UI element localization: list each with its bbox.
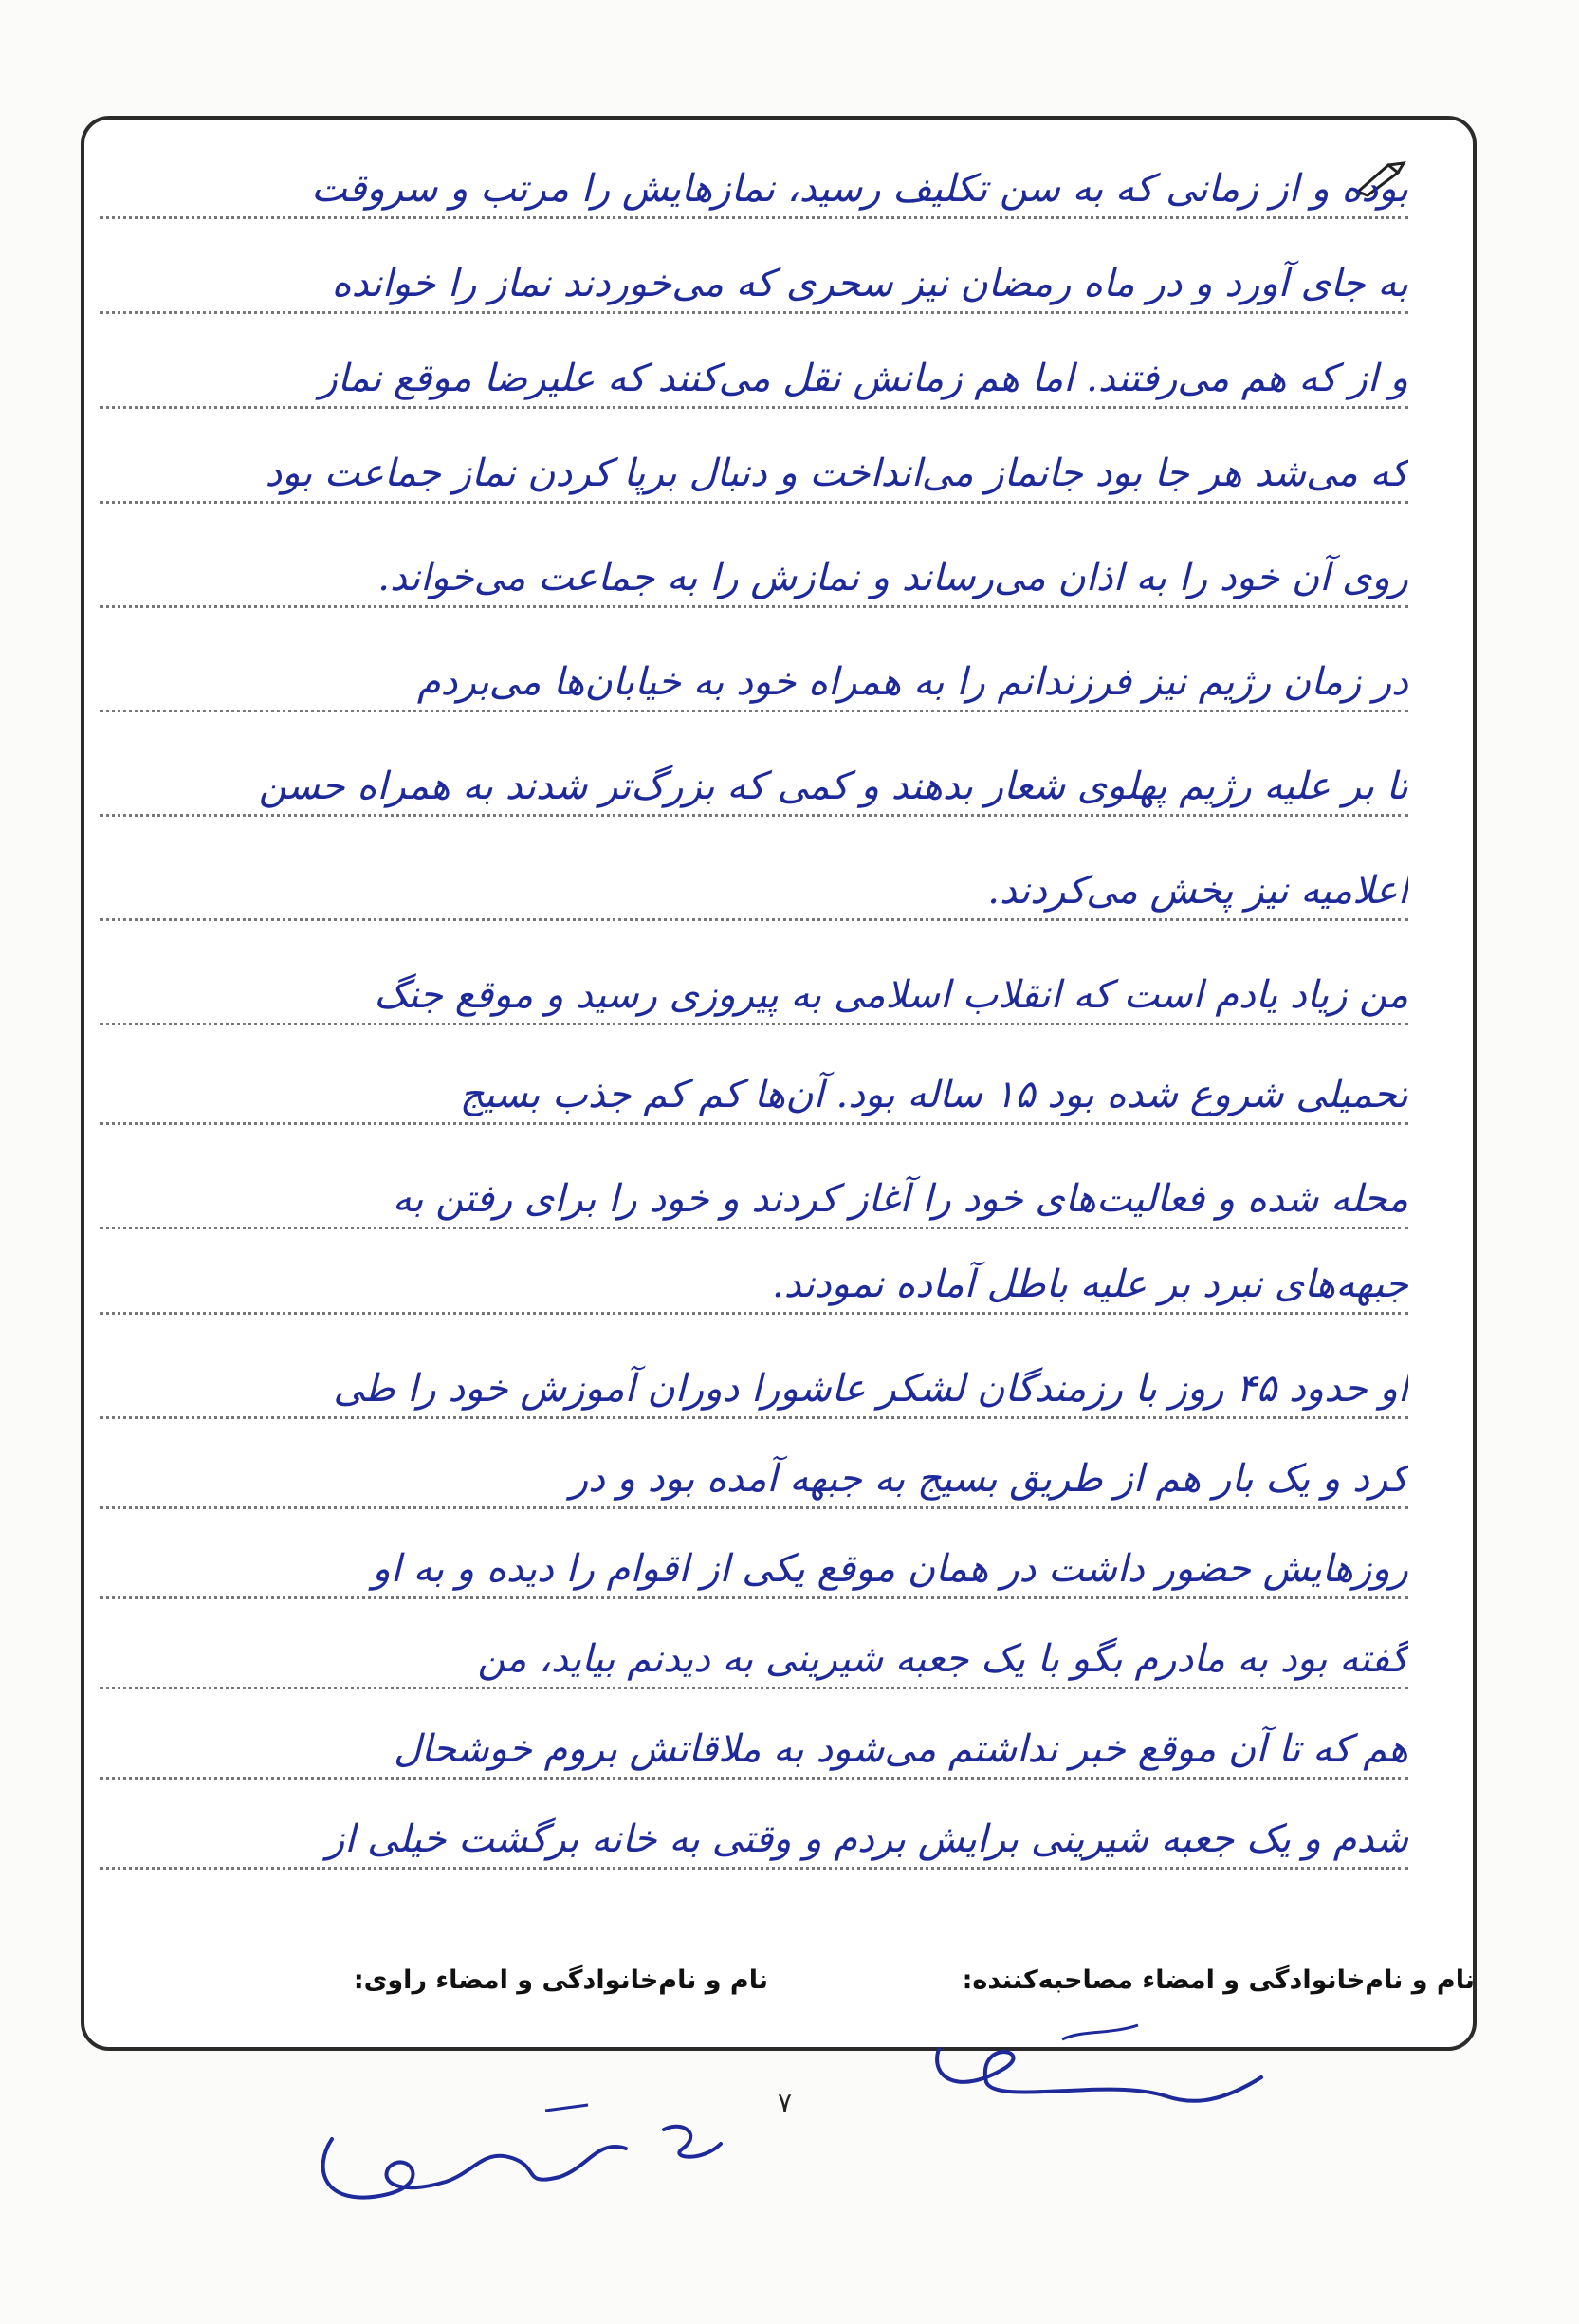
body-line: گفته بود به مادرم بگو با یک جعبه شیرینی به دیدنم بیاید، من bbox=[100, 1632, 1408, 1689]
page-number: ۷ bbox=[778, 2087, 793, 2118]
body-line: هم که تا آن موقع خبر نداشتم می‌شود به ملاقاتش بروم خوشحال bbox=[100, 1722, 1408, 1780]
signature-footer bbox=[100, 1954, 1475, 2011]
body-line: اعلامیه نیز پخش می‌کردند. bbox=[100, 863, 1408, 921]
body-line: که می‌شد هر جا بود جانماز می‌انداخت و دنبال برپا کردن نماز جماعت بود bbox=[100, 446, 1408, 504]
body-line: روزهایش حضور داشت در همان موقع یکی از اقوام را دیده و به او bbox=[100, 1541, 1408, 1599]
body-line: بوده و از زمانی که به سن تکلیف رسید، نمازهایش را مرتب و سروقت bbox=[100, 161, 1408, 219]
body-line: در زمان رژیم نیز فرزندانم را به همراه خود به خیابان‌ها می‌بردم bbox=[100, 655, 1408, 712]
interviewer-signature bbox=[920, 2011, 1280, 2115]
body-line: او حدود ۴۵ روز با رزمندگان لشکر عاشورا دوران آموزش خود را طی bbox=[100, 1361, 1408, 1419]
body-line: محله شده و فعالیت‌های خود را آغاز کردند و خود را برای رفتن به bbox=[100, 1171, 1408, 1229]
body-line: تحمیلی شروع شده بود ۱۵ ساله بود. آن‌ها کم کم جذب بسیج bbox=[100, 1067, 1408, 1125]
body-line: روی آن خود را به اذان می‌رساند و نمازش را به جماعت می‌خواند. bbox=[100, 550, 1408, 608]
body-line: به جای آورد و در ماه رمضان نیز سحری که می‌خوردند نماز را خوانده bbox=[100, 256, 1408, 314]
body-line: شدم و یک جعبه شیرینی برایش بردم و وقتی به خانه برگشت خیلی از bbox=[100, 1812, 1408, 1870]
body-line: کرد و یک بار هم از طریق بسیج به جبهه آمده بود و در bbox=[100, 1451, 1408, 1509]
body-line: تا بر علیه رژیم پهلوی شعار بدهند و کمی که بزرگ‌تر شدند به همراه حسن bbox=[100, 759, 1408, 817]
narrator-signature bbox=[303, 2092, 740, 2215]
narrator-signature-label: نام و نام‌خانوادگی و امضاء راوی: bbox=[353, 1965, 768, 1995]
body-line: و از که هم می‌رفتند. اما هم زمانش نقل می‌کنند که علیرضا موقع نماز bbox=[100, 351, 1408, 409]
interviewer-signature-label: نام و نام‌خانوادگی و امضاء مصاحبه‌کننده: bbox=[962, 1965, 1475, 1995]
body-line: جبهه‌های نبرد بر علیه باطل آماده نمودند. bbox=[100, 1257, 1408, 1315]
body-line: من زیاد یادم است که انقلاب اسلامی به پیروزی رسید و موقع جنگ bbox=[100, 968, 1408, 1025]
